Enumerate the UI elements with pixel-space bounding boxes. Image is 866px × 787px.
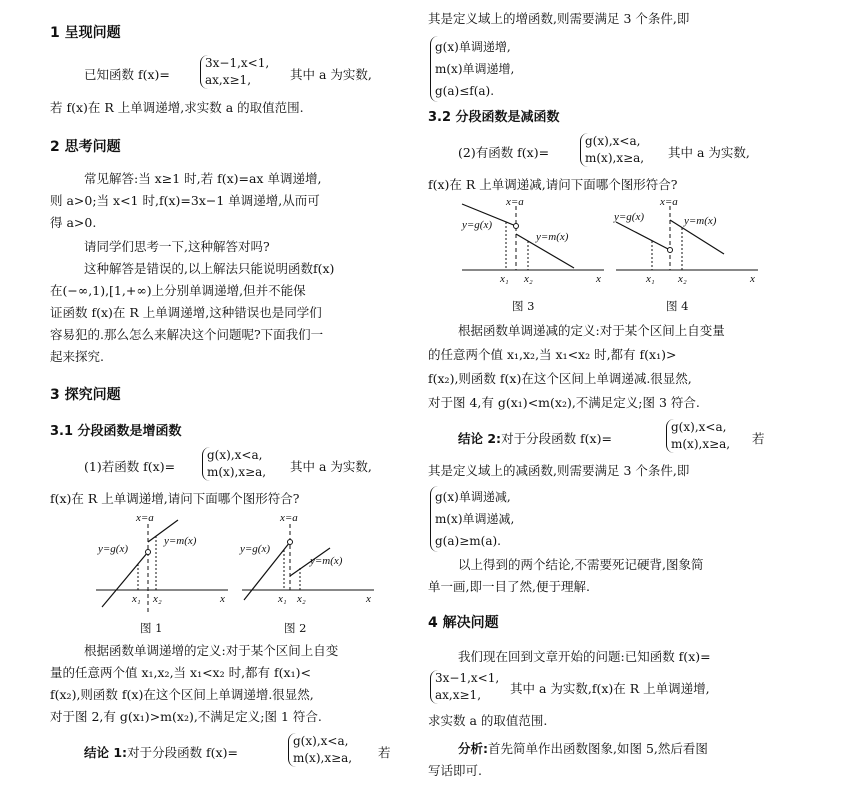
- figure-1: [92, 512, 232, 612]
- analysis-line: 写话即可.: [428, 763, 482, 778]
- label-m: y=m(x): [684, 215, 717, 227]
- right-column: [428, 0, 828, 787]
- label-x2: x₂: [678, 273, 687, 285]
- s31-line: f(x₂),则函数 f(x)在这个区间上单调递增.很显然,: [50, 687, 314, 702]
- s2-line: 请同学们思考一下,这种解答对吗?: [84, 239, 270, 254]
- label-x1: x₁: [646, 273, 655, 285]
- s32-problem-line: (2)有函数 f(x)=: [458, 145, 550, 160]
- figure-1-caption: 图 1: [140, 621, 163, 635]
- s31-problem-line: (1)若函数 f(x)=: [84, 459, 176, 474]
- s2-line: 常见解答:当 x≥1 时,若 f(x)=ax 单调递增,: [84, 171, 322, 186]
- open-point: [288, 540, 293, 545]
- label-g: y=g(x): [240, 543, 271, 555]
- label-x2: x₂: [524, 273, 533, 285]
- s4-line: 其中 a 为实数,f(x)在 R 上单调递增,: [510, 681, 710, 696]
- r-line: 单一画,即一目了然,便于理解.: [428, 579, 590, 594]
- s32-problem-tail: 其中 a 为实数,: [668, 145, 750, 160]
- s2-line: 容易犯的.那么怎么来解决这个问题呢?下面我们一: [50, 327, 324, 342]
- figure-2: [238, 512, 378, 612]
- label-m: y=m(x): [164, 535, 197, 547]
- s4-line: 求实数 a 的取值范围.: [428, 713, 548, 728]
- label-m: y=m(x): [536, 231, 569, 243]
- conclusion-2: 结论 2:对于分段函数 f(x)=: [458, 431, 612, 446]
- label-xa: x=a: [136, 512, 154, 524]
- increase-conditions: g(x)单调递增, m(x)单调递增, g(a)≤f(a).: [430, 36, 514, 102]
- s31-piecewise: g(x),x<a, m(x),x≥a,: [202, 447, 266, 481]
- s1-piecewise: 3x−1,x<1, ax,x≥1,: [200, 55, 269, 89]
- g-curve: [102, 552, 148, 607]
- figure-3: [458, 196, 608, 291]
- section-3-1-title: 3.1 分段函数是增函数: [50, 424, 182, 439]
- label-x: x: [366, 593, 371, 605]
- open-point: [514, 224, 519, 229]
- label-x: x: [750, 273, 755, 285]
- s4-piecewise: 3x−1,x<1, ax,x≥1,: [430, 670, 499, 704]
- figure-3-caption: 图 3: [512, 299, 535, 313]
- figure-2-caption: 图 2: [284, 621, 307, 635]
- concl2-piecewise: g(x),x<a, m(x),x≥a,: [666, 419, 730, 453]
- conclusion-1: 结论 1:对于分段函数 f(x)=: [84, 745, 238, 760]
- r-line: 以上得到的两个结论,不需要死记硬背,图象简: [458, 557, 704, 572]
- label-x1: x₁: [500, 273, 509, 285]
- s32-problem-question: f(x)在 R 上单调递减,请问下面哪个图形符合?: [428, 177, 678, 192]
- figure-4-caption: 图 4: [666, 299, 689, 313]
- s2-line: 起来探究.: [50, 349, 104, 364]
- label-g: y=g(x): [614, 211, 645, 223]
- label-x2: x₂: [153, 593, 162, 605]
- label-xa: x=a: [660, 196, 678, 208]
- open-point: [146, 550, 151, 555]
- r-line: 其是定义域上的减函数,则需要满足 3 个条件,即: [428, 463, 690, 478]
- g-curve: [616, 222, 670, 250]
- s31-line: 量的任意两个值 x₁,x₂,当 x₁<x₂ 时,都有 f(x₁)<: [50, 665, 311, 680]
- conclusion-1-tail: 若: [378, 745, 391, 760]
- label-x2: x₂: [297, 593, 306, 605]
- s32-line: f(x₂),则函数 f(x)在这个区间上单调递减.很显然,: [428, 371, 692, 386]
- label-xa: x=a: [280, 512, 298, 524]
- section-2-title: 2 思考问题: [50, 139, 121, 155]
- label-xa: x=a: [506, 196, 524, 208]
- label-g: y=g(x): [98, 543, 129, 555]
- section-4-title: 4 解决问题: [428, 615, 499, 631]
- s2-line: 得 a>0.: [50, 215, 97, 230]
- s2-line: 证函数 f(x)在 R 上单调递增,这种错误也是同学们: [50, 305, 322, 320]
- r-line: 其是定义域上的增函数,则需要满足 3 个条件,即: [428, 11, 690, 26]
- s2-line: 在(−∞,1),[1,+∞)上分别单调递增,但并不能保: [50, 283, 306, 298]
- section-3-2-title: 3.2 分段函数是减函数: [428, 110, 560, 125]
- label-g: y=g(x): [462, 219, 493, 231]
- s31-problem-tail: 其中 a 为实数,: [290, 459, 372, 474]
- s31-line: 对于图 2,有 g(x₁)>m(x₂),不满足定义;图 1 符合.: [50, 709, 322, 724]
- label-x: x: [596, 273, 601, 285]
- s31-problem-question: f(x)在 R 上单调递增,请问下面哪个图形符合?: [50, 491, 300, 506]
- analysis-line: 分析:首先简单作出函数图象,如图 5,然后看图: [458, 741, 708, 756]
- label-x1: x₁: [278, 593, 287, 605]
- label-m: y=m(x): [310, 555, 343, 567]
- s1-problem-question: 若 f(x)在 R 上单调递增,求实数 a 的取值范围.: [50, 100, 304, 115]
- conclusion-2-tail: 若: [752, 431, 765, 446]
- s4-line: 我们现在回到文章开始的问题:已知函数 f(x)=: [458, 649, 711, 664]
- label-x: x: [220, 593, 225, 605]
- open-point: [668, 248, 673, 253]
- s1-problem-line: 已知函数 f(x)=: [84, 67, 170, 82]
- s32-piecewise: g(x),x<a, m(x),x≥a,: [580, 133, 644, 167]
- figure-4: [612, 196, 762, 291]
- decrease-conditions: g(x)单调递减, m(x)单调递减, g(a)≥m(a).: [430, 486, 514, 552]
- s31-line: 根据函数单调递增的定义:对于某个区间上自变: [84, 643, 339, 658]
- s2-line: 则 a>0;当 x<1 时,f(x)=3x−1 单调递增,从而可: [50, 193, 320, 208]
- section-3-title: 3 探究问题: [50, 387, 121, 403]
- s32-line: 对于图 4,有 g(x₁)<m(x₂),不满足定义;图 3 符合.: [428, 395, 700, 410]
- s1-problem-tail: 其中 a 为实数,: [290, 67, 372, 82]
- label-x1: x₁: [132, 593, 141, 605]
- s32-line: 根据函数单调递减的定义:对于某个区间上自变量: [458, 323, 725, 338]
- section-1-title: 1 呈现问题: [50, 25, 121, 41]
- concl1-piecewise: g(x),x<a, m(x),x≥a,: [288, 733, 352, 767]
- left-column: [50, 0, 450, 787]
- s2-line: 这种解答是错误的,以上解法只能说明函数f(x): [84, 261, 335, 276]
- s32-line: 的任意两个值 x₁,x₂,当 x₁<x₂ 时,都有 f(x₁)>: [428, 347, 677, 362]
